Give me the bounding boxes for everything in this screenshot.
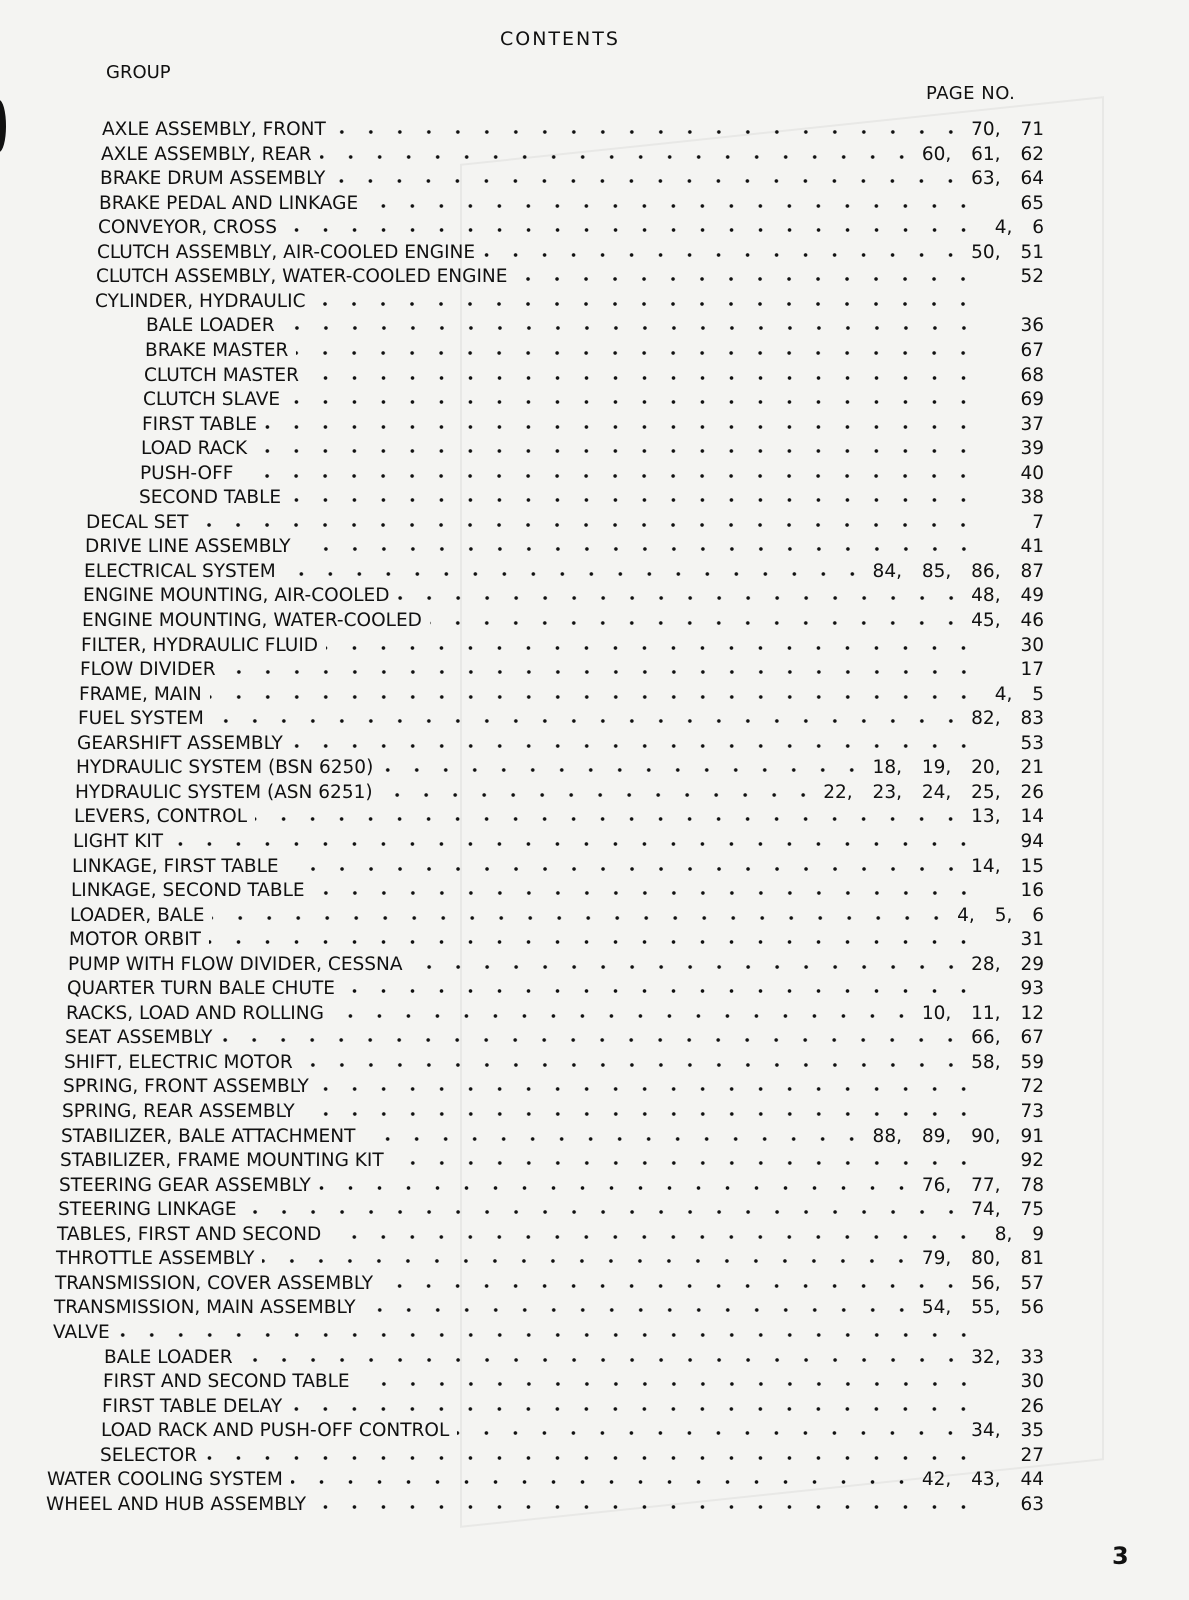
- toc-entry-pages: 63: [1020, 1493, 1044, 1515]
- dot-leader: [241, 1357, 966, 1363]
- toc-entry-label: FRAME, MAIN: [79, 683, 202, 705]
- toc-entry: [101, 141, 1044, 165]
- toc-entry-label: PUSH-OFF: [140, 462, 234, 484]
- toc-entry: [72, 853, 1044, 877]
- toc-entry-label: STABILIZER, BALE ATTACHMENT: [61, 1125, 356, 1147]
- toc-entry-label: TRANSMISSION, MAIN ASSEMBLY: [54, 1297, 356, 1319]
- toc-entry-label: DECAL SET: [86, 511, 189, 533]
- toc-entry-pages: 63, 64: [971, 168, 1044, 190]
- dot-leader: [212, 718, 965, 724]
- dot-leader: [291, 1479, 916, 1485]
- toc-entry: [57, 1221, 1044, 1245]
- dot-leader: [210, 694, 978, 700]
- dot-leader: [288, 399, 978, 405]
- toc-entry-label: LINKAGE, SECOND TABLE: [71, 880, 305, 902]
- toc-entry-pages: 4, 5, 6: [957, 904, 1044, 926]
- dot-leader: [366, 203, 978, 209]
- toc-entry: [53, 1319, 1044, 1343]
- dot-leader: [515, 276, 978, 282]
- toc-entry: [139, 484, 1044, 508]
- toc-entry-label: CONVEYOR, CROSS: [98, 217, 277, 239]
- toc-entry-pages: 54, 55, 56: [921, 1297, 1044, 1319]
- toc-entry-label: TABLES, FIRST AND SECOND: [57, 1223, 322, 1245]
- toc-entry-label: GEARSHIFT ASSEMBLY: [77, 732, 283, 754]
- toc-entry-pages: 28, 29: [971, 953, 1044, 975]
- toc-entry-label: STABILIZER, FRAME MOUNTING KIT: [60, 1150, 384, 1172]
- toc-entry-pages: 41: [1020, 536, 1044, 558]
- toc-entry-label: BRAKE MASTER: [145, 339, 289, 361]
- toc-entry: [74, 803, 1044, 827]
- toc-entry: [143, 386, 1044, 410]
- toc-entry: [68, 951, 1044, 975]
- toc-entry: [47, 1466, 1044, 1490]
- dot-leader: [284, 571, 867, 577]
- toc-entry-pages: 58, 59: [971, 1051, 1044, 1073]
- dot-leader: [392, 1160, 978, 1166]
- dot-leader: [212, 915, 951, 921]
- toc-entry: [55, 1270, 1044, 1294]
- dot-leader: [299, 546, 978, 552]
- toc-entry-pages: 60, 61, 62: [921, 143, 1044, 165]
- dot-leader: [334, 129, 965, 135]
- toc-entry-label: CYLINDER, HYDRAULIC: [95, 290, 306, 312]
- toc-entry-pages: 84, 85, 86, 87: [872, 560, 1044, 582]
- toc-entry: [99, 190, 1044, 214]
- dot-leader: [289, 497, 978, 503]
- toc-entry-label: CLUTCH ASSEMBLY, WATER-COOLED ENGINE: [96, 266, 508, 288]
- dot-leader: [283, 325, 978, 331]
- toc-entry-label: AXLE ASSEMBLY, REAR: [101, 143, 312, 165]
- toc-entry: [79, 681, 1044, 705]
- toc-entry-label: HYDRAULIC SYSTEM (BSN 6250): [76, 757, 374, 779]
- toc-entry: [142, 411, 1044, 435]
- toc-entry-pages: 34, 35: [971, 1420, 1044, 1442]
- toc-entry-label: LOAD RACK AND PUSH-OFF CONTROL: [101, 1420, 450, 1442]
- toc-entry: [140, 460, 1044, 484]
- toc-entry: [75, 779, 1044, 803]
- dot-leader: [220, 1037, 965, 1043]
- toc-entry-label: TRANSMISSION, COVER ASSEMBLY: [55, 1272, 374, 1294]
- toc-entry-pages: 70, 71: [971, 119, 1044, 140]
- dot-leader: [303, 1111, 978, 1117]
- toc-entry-pages: 38: [1020, 487, 1044, 509]
- page-number: 3: [1112, 1542, 1129, 1570]
- toc-entry-pages: 94: [1020, 830, 1044, 852]
- toc-entry-pages: 45, 46: [971, 610, 1044, 631]
- toc-entry: [81, 632, 1044, 656]
- toc-entry: [141, 435, 1044, 459]
- toc-entry-label: BALE LOADER: [104, 1346, 233, 1368]
- toc-entry-label: QUARTER TURN BALE CHUTE: [67, 978, 335, 1000]
- dot-leader: [457, 1430, 965, 1436]
- toc-entry: [56, 1245, 1044, 1269]
- toc-entry-pages: 82, 83: [971, 708, 1044, 730]
- toc-entry: [61, 1123, 1044, 1147]
- toc-entry: [54, 1294, 1044, 1318]
- toc-entry-label: PUMP WITH FLOW DIVIDER, CESSNA: [68, 953, 403, 975]
- dot-leader: [358, 1381, 978, 1387]
- toc-entry-label: BRAKE DRUM ASSEMBLY: [100, 168, 326, 190]
- dot-leader: [285, 227, 978, 233]
- dot-leader: [262, 1258, 915, 1264]
- toc-entry: [67, 975, 1044, 999]
- toc-entry-pages: 39: [1020, 438, 1044, 460]
- toc-entry-pages: 7: [1032, 511, 1044, 533]
- toc-entry-label: RACKS, LOAD AND ROLLING: [66, 1002, 324, 1024]
- toc-entry-label: LOADER, BALE: [70, 904, 205, 926]
- toc-entry-pages: 53: [1020, 732, 1044, 754]
- dot-leader: [381, 767, 866, 773]
- toc-entry-label: FUEL SYSTEM: [78, 708, 204, 730]
- toc-entry: [73, 828, 1044, 852]
- dot-leader: [307, 375, 978, 381]
- toc-entry: [97, 239, 1044, 263]
- dot-leader: [265, 424, 978, 430]
- toc-entry: [80, 656, 1044, 680]
- toc-entry-label: LEVERS, CONTROL: [74, 806, 248, 828]
- toc-entry-pages: 65: [1020, 192, 1044, 214]
- toc-entry: [102, 116, 1044, 140]
- toc-entry-label: CLUTCH ASSEMBLY, AIR-COOLED ENGINE: [97, 241, 476, 263]
- toc-entry: [85, 533, 1044, 557]
- toc-entry-label: FILTER, HYDRAULIC FLUID: [81, 634, 319, 656]
- toc-entry: [82, 607, 1044, 631]
- dot-leader: [291, 743, 978, 749]
- dot-leader: [317, 1086, 978, 1092]
- toc-entry-label: LINKAGE, FIRST TABLE: [72, 855, 279, 877]
- toc-entry-pages: 72: [1020, 1076, 1044, 1098]
- page-title: CONTENTS: [500, 28, 620, 50]
- toc-entry-label: CLUTCH MASTER: [144, 364, 299, 386]
- toc-entry-label: THROTTLE ASSEMBLY: [56, 1248, 255, 1270]
- toc-entry-label: WHEEL AND HUB ASSEMBLY: [46, 1493, 307, 1515]
- toc-entry-label: AXLE ASSEMBLY, FRONT: [102, 119, 326, 140]
- toc-entry-pages: 8, 9: [994, 1223, 1044, 1245]
- toc-entry-pages: 14, 15: [971, 855, 1044, 877]
- toc-entry-pages: 32, 33: [971, 1346, 1044, 1368]
- toc-entry-pages: 74, 75: [971, 1199, 1044, 1221]
- toc-entry: [83, 582, 1044, 606]
- toc-entry: [78, 705, 1044, 729]
- toc-entry-label: FIRST AND SECOND TABLE: [103, 1371, 350, 1393]
- toc-entry: [77, 730, 1044, 754]
- toc-entry-label: BRAKE PEDAL AND LINKAGE: [99, 192, 359, 214]
- dot-leader: [196, 522, 978, 528]
- dot-leader: [224, 669, 978, 675]
- dot-leader: [313, 890, 978, 896]
- dot-leader: [343, 988, 978, 994]
- toc-entry-pages: 92: [1020, 1150, 1044, 1172]
- toc-entry-pages: 50, 51: [971, 241, 1044, 263]
- toc-entry-label: CLUTCH SLAVE: [143, 389, 281, 411]
- toc-entry-label: SECOND TABLE: [139, 487, 282, 509]
- toc-entry-label: MOTOR ORBIT: [69, 929, 201, 951]
- toc-entry-pages: 30: [1020, 634, 1044, 656]
- toc-entry: [101, 1417, 1044, 1441]
- toc-entry-label: SEAT ASSEMBLY: [65, 1027, 213, 1049]
- toc-entry-pages: 27: [1020, 1444, 1044, 1466]
- toc-entry: [71, 877, 1044, 901]
- dot-leader: [255, 816, 965, 822]
- toc-entry: [62, 1098, 1044, 1122]
- toc-entry: [102, 1393, 1044, 1417]
- toc-entry-pages: 73: [1020, 1101, 1044, 1122]
- group-column-header: GROUP: [106, 62, 171, 83]
- toc-entry: [59, 1172, 1044, 1196]
- toc-entry-pages: 18, 19, 20, 21: [872, 757, 1044, 779]
- toc-entry-pages: 40: [1020, 462, 1044, 484]
- toc-entry: [144, 362, 1044, 386]
- toc-entry-pages: 56, 57: [971, 1272, 1044, 1294]
- dot-leader: [333, 178, 965, 184]
- toc-entry-pages: 10, 11, 12: [921, 1002, 1044, 1024]
- toc-entry-label: LOAD RACK: [141, 438, 248, 460]
- toc-entry: [60, 1147, 1044, 1171]
- dot-leader: [241, 473, 978, 479]
- toc-entry-pages: 79, 80, 81: [921, 1248, 1044, 1270]
- dot-leader: [483, 252, 965, 258]
- dot-leader: [314, 1504, 978, 1510]
- toc-entry-label: LIGHT KIT: [73, 830, 164, 852]
- toc-entry-pages: 22, 23, 24, 25, 26: [823, 781, 1044, 803]
- toc-entry: [103, 1368, 1044, 1392]
- toc-entry: [63, 1073, 1044, 1097]
- toc-entry: [96, 263, 1044, 287]
- toc-entry-pages: 31: [1020, 929, 1044, 951]
- toc-entry-label: STEERING GEAR ASSEMBLY: [59, 1174, 311, 1196]
- toc-entry: [66, 1000, 1044, 1024]
- toc-entry: [100, 165, 1044, 189]
- dot-leader: [329, 1234, 978, 1240]
- toc-entry-pages: 88, 89, 90, 91: [872, 1125, 1044, 1147]
- toc-entry-label: SPRING, FRONT ASSEMBLY: [63, 1076, 309, 1098]
- toc-entry: [86, 509, 1044, 533]
- dot-leader: [319, 1185, 916, 1191]
- toc-entry: [100, 1442, 1044, 1466]
- toc-entry: [76, 754, 1044, 778]
- toc-entry-label: DRIVE LINE ASSEMBLY: [85, 536, 291, 558]
- toc-entry-pages: 26: [1020, 1395, 1044, 1417]
- dot-leader: [287, 866, 966, 872]
- toc-entry-label: WATER COOLING SYSTEM: [47, 1469, 283, 1491]
- dot-leader: [313, 301, 978, 307]
- page-number-column-header: PAGE NO.: [926, 83, 1016, 104]
- toc-entry: [84, 558, 1044, 582]
- dot-leader: [364, 1307, 916, 1313]
- toc-entry: [46, 1491, 1044, 1515]
- dot-leader: [320, 154, 916, 160]
- dot-leader: [209, 939, 978, 945]
- toc-entry-label: ENGINE MOUNTING, AIR-COOLED: [83, 585, 390, 607]
- dot-leader: [245, 1209, 966, 1215]
- toc-entry: [58, 1196, 1044, 1220]
- toc-entry-label: SPRING, REAR ASSEMBLY: [62, 1101, 295, 1122]
- dot-leader: [296, 350, 978, 356]
- toc-entry-label: SELECTOR: [100, 1444, 198, 1466]
- toc-entry-pages: 4, 5: [994, 683, 1044, 705]
- toc-entry-label: ELECTRICAL SYSTEM: [84, 560, 276, 582]
- toc-entry-pages: 13, 14: [971, 806, 1044, 828]
- toc-entry-label: FIRST TABLE: [142, 413, 258, 435]
- dot-leader: [363, 1136, 866, 1142]
- toc-entry-pages: 36: [1020, 315, 1044, 337]
- toc-entry: [98, 214, 1044, 238]
- toc-entry-pages: 4, 6: [994, 217, 1044, 239]
- toc-entry-pages: 76, 77, 78: [921, 1174, 1044, 1196]
- toc-entry: [70, 902, 1044, 926]
- dot-leader: [118, 1332, 978, 1338]
- toc-entry: [95, 288, 1044, 312]
- toc-entry: [64, 1049, 1044, 1073]
- toc-entry-label: ENGINE MOUNTING, WATER-COOLED: [82, 610, 422, 631]
- toc-entry-label: VALVE: [53, 1321, 110, 1343]
- toc-entry-pages: 42, 43, 44: [921, 1469, 1044, 1491]
- dot-leader: [381, 792, 818, 798]
- toc-entry-pages: 93: [1020, 978, 1044, 1000]
- toc-entry: [145, 337, 1044, 361]
- dot-leader: [290, 1406, 978, 1412]
- toc-entry-pages: 66, 67: [971, 1027, 1044, 1049]
- toc-entry-label: HYDRAULIC SYSTEM (ASN 6251): [75, 781, 373, 803]
- dot-leader: [381, 1283, 965, 1289]
- dot-leader: [301, 1062, 965, 1068]
- toc-entry: [65, 1024, 1044, 1048]
- toc-entry: [104, 1344, 1044, 1368]
- toc-entry: [146, 312, 1044, 336]
- toc-entry-pages: 16: [1020, 880, 1044, 902]
- dot-leader: [326, 645, 978, 651]
- toc-entry-pages: 68: [1020, 364, 1044, 386]
- toc-entry-label: BALE LOADER: [146, 315, 275, 337]
- toc-entry-label: FIRST TABLE DELAY: [102, 1395, 283, 1417]
- binding-hole-mark: [0, 100, 6, 152]
- toc-entry-pages: 30: [1020, 1371, 1044, 1393]
- toc-entry-pages: 17: [1020, 659, 1044, 681]
- toc-entry-pages: 48, 49: [971, 585, 1044, 607]
- toc-entry-label: SHIFT, ELECTRIC MOTOR: [64, 1051, 293, 1073]
- dot-leader: [430, 620, 965, 626]
- toc-entry-label: FLOW DIVIDER: [80, 659, 216, 681]
- toc-entry: [69, 926, 1044, 950]
- dot-leader: [411, 964, 966, 970]
- dot-leader: [255, 448, 978, 454]
- dot-leader: [398, 595, 966, 601]
- toc-entry-pages: 69: [1020, 389, 1044, 411]
- toc-entry-pages: 52: [1020, 266, 1044, 288]
- dot-leader: [171, 841, 978, 847]
- toc-entry-label: STEERING LINKAGE: [58, 1199, 237, 1221]
- toc-entry-pages: 37: [1020, 413, 1044, 435]
- dot-leader: [332, 1013, 916, 1019]
- dot-leader: [205, 1455, 978, 1461]
- toc-entry-pages: 67: [1020, 339, 1044, 361]
